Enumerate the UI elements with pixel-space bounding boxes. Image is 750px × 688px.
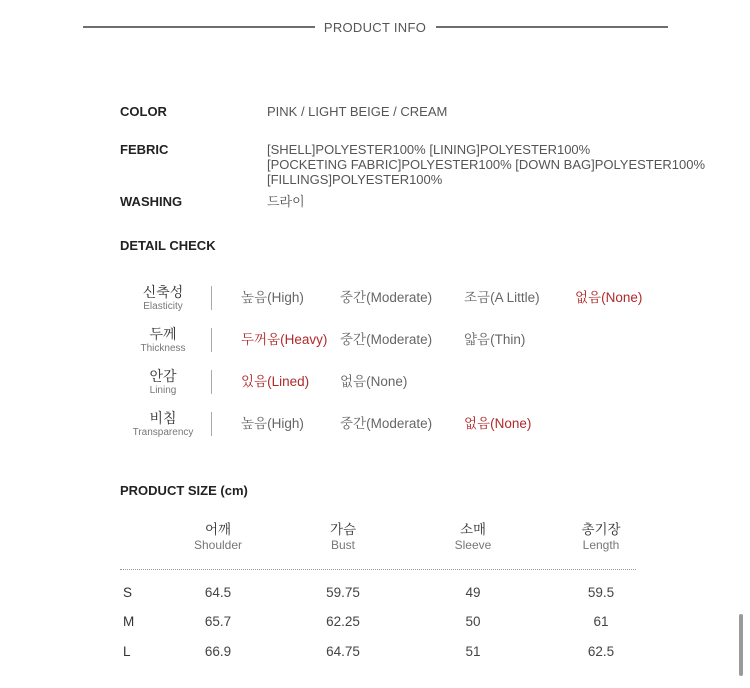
detail-option: 중간(Moderate) xyxy=(340,332,433,347)
section-title: PRODUCT INFO xyxy=(323,20,427,35)
header-rule-right xyxy=(436,26,668,28)
size-cell: 49 xyxy=(465,585,481,600)
size-row-label: L xyxy=(123,644,131,659)
detail-row-label-en: Thickness xyxy=(140,343,186,354)
size-column-header xyxy=(556,522,646,553)
size-cell: 50 xyxy=(465,614,481,629)
detail-row-label-en: Elasticity xyxy=(143,301,183,312)
detail-option: 높음(High) xyxy=(241,290,304,305)
detail-row-separator xyxy=(211,328,212,352)
color-value: PINK / LIGHT BEIGE / CREAM xyxy=(267,104,448,119)
size-column-header xyxy=(428,522,518,553)
washing-value: 드라이 xyxy=(267,194,305,209)
detail-option: 얇음(Thin) xyxy=(464,332,526,347)
size-column-header xyxy=(173,522,263,553)
detail-option-selected: 없음(None) xyxy=(575,290,643,305)
color-label: COLOR xyxy=(120,104,167,119)
size-column-header-ko: 어깨 xyxy=(204,522,232,537)
size-cell: 62.25 xyxy=(326,614,360,629)
size-column-header-en: Length xyxy=(582,538,620,552)
size-cell: 64.75 xyxy=(326,644,360,659)
fabric-value-line-3: [FILLINGS]POLYESTER100% xyxy=(267,172,443,187)
size-cell: 62.5 xyxy=(587,644,615,659)
size-row-label: S xyxy=(123,585,133,600)
detail-row-label xyxy=(120,410,206,439)
fabric-label: FEBRIC xyxy=(120,142,169,157)
detail-row-label xyxy=(120,368,206,397)
size-row-label: M xyxy=(123,614,135,629)
size-divider xyxy=(120,569,636,570)
detail-option: 중간(Moderate) xyxy=(340,416,433,431)
detail-row-separator xyxy=(211,412,212,436)
size-cell: 59.75 xyxy=(326,585,360,600)
size-column-header-en: Shoulder xyxy=(193,538,243,552)
size-cell: 64.5 xyxy=(204,585,232,600)
detail-option: 조금(A Little) xyxy=(464,290,540,305)
washing-label: WASHING xyxy=(120,194,183,209)
detail-option: 없음(None) xyxy=(340,374,408,389)
detail-option: 중간(Moderate) xyxy=(340,290,433,305)
scrollbar[interactable] xyxy=(739,614,743,676)
size-cell: 51 xyxy=(465,644,481,659)
size-cell: 65.7 xyxy=(204,614,232,629)
detail-row-label xyxy=(120,284,206,313)
size-column-header-en: Sleeve xyxy=(454,538,492,552)
detail-option-selected: 두꺼움(Heavy) xyxy=(241,332,328,347)
detail-row-label-ko: 안감 xyxy=(149,368,177,384)
detail-row-label-en: Transparency xyxy=(132,427,194,438)
detail-option-selected: 있음(Lined) xyxy=(241,374,310,389)
detail-row-separator xyxy=(211,286,212,310)
detail-row-label-en: Lining xyxy=(149,385,177,396)
detail-row-label xyxy=(120,326,206,355)
detail-option-selected: 없음(None) xyxy=(464,416,532,431)
size-column-header xyxy=(298,522,388,553)
size-column-header-en: Bust xyxy=(330,538,355,552)
size-cell: 66.9 xyxy=(204,644,232,659)
size-column-header-ko: 소매 xyxy=(459,522,487,537)
size-cell: 61 xyxy=(593,614,609,629)
size-cell: 59.5 xyxy=(587,585,615,600)
fabric-value-line-1: [SHELL]POLYESTER100% [LINING]POLYESTER100% xyxy=(267,142,591,157)
detail-row-label-ko: 비침 xyxy=(149,410,177,426)
detail-row-label-ko: 두께 xyxy=(149,326,177,342)
size-title: PRODUCT SIZE (cm) xyxy=(120,483,248,498)
detail-check-title: DETAIL CHECK xyxy=(120,238,216,253)
detail-option: 높음(High) xyxy=(241,416,304,431)
size-column-header-ko: 총기장 xyxy=(581,522,621,537)
detail-row-label-ko: 신축성 xyxy=(142,284,184,300)
size-column-header-ko: 가슴 xyxy=(329,522,357,537)
fabric-value-line-2: [POCKETING FABRIC]POLYESTER100% [DOWN BAG]POLYESTER100% xyxy=(267,157,706,172)
detail-row-separator xyxy=(211,370,212,394)
